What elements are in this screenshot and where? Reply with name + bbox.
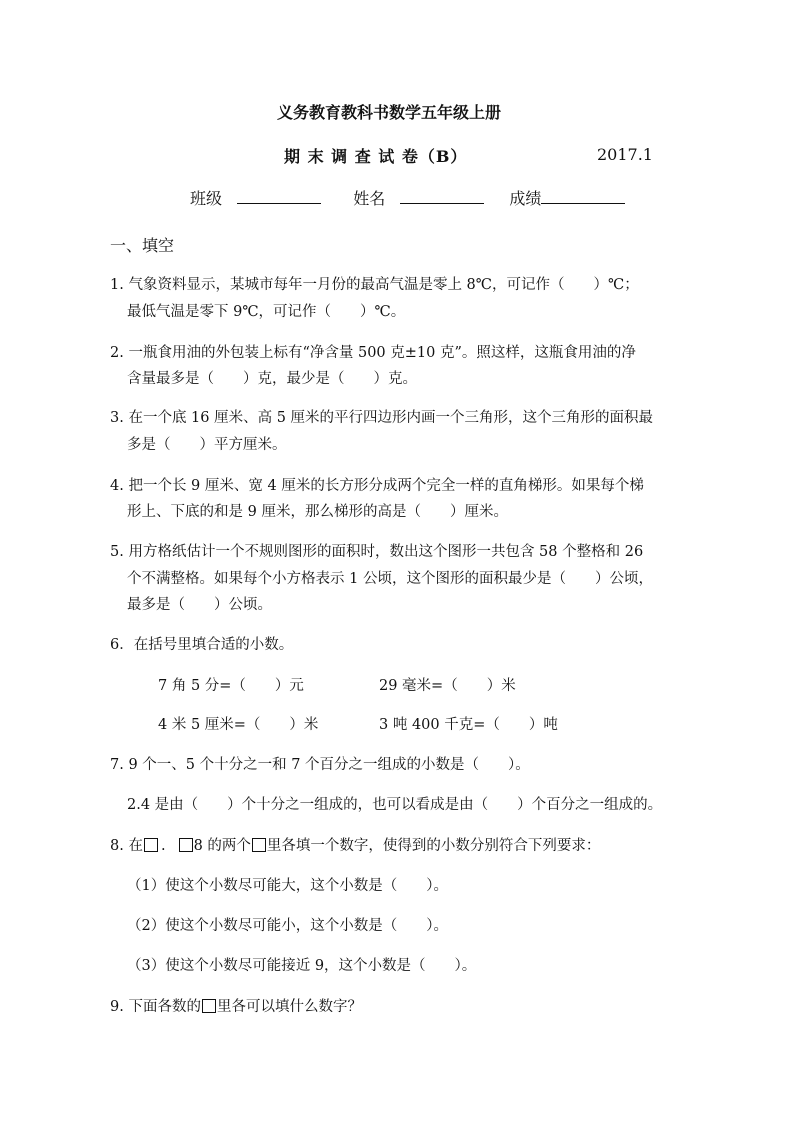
- question-2-line-2: 含量最多是（ ）克，最少是（ ）克。: [127, 371, 417, 387]
- digit-box-icon: [252, 838, 266, 852]
- question-8-prefix: 8. 在: [110, 838, 143, 854]
- question-9-line-1: [110, 995, 362, 1016]
- question-4-line-2: 形上、下底的和是 9 厘米，那么梯形的高是（ ）厘米。: [127, 504, 508, 520]
- question-8-dot: .: [160, 838, 166, 854]
- question-8-sub-1: （1）使这个小数尽可能大，这个小数是（ ）。: [127, 878, 448, 894]
- question-7-line-1: 7. 9 个一、5 个十分之一和 7 个百分之一组成的小数是（ ）。: [110, 757, 530, 773]
- digit-box-icon: [144, 838, 158, 852]
- section-heading: 一、填空: [110, 236, 175, 255]
- question-8-sub-2: （2）使这个小数尽可能小，这个小数是（ ）。: [127, 918, 448, 934]
- question-6-item-b: 29 毫米=（ ）米: [379, 678, 516, 694]
- question-5-line-1: 5. 用方格纸估计一个不规则图形的面积时，数出这个图形一共包含 58 个整格和 26: [110, 544, 644, 560]
- question-3-line-2: 多是（ ）平方厘米。: [127, 437, 287, 453]
- question-9-prefix: 9. 下面各数的: [110, 999, 201, 1015]
- question-1-line-1: 1. 气象资料显示，某城市每年一月份的最高气温是零上 8℃，可记作（ ）℃；: [110, 277, 639, 293]
- question-5-line-2: 个不满整格。如果每个小方格表示 1 公顷，这个图形的面积最少是（ ）公顷，: [127, 571, 653, 587]
- question-8-line-1: [110, 834, 600, 855]
- class-label: 班级: [190, 189, 223, 208]
- student-info-row: [190, 186, 625, 209]
- digit-box-icon: [202, 999, 216, 1013]
- question-8-sub-3: （3）使这个小数尽可能接近 9，这个小数是（ ）。: [127, 958, 477, 974]
- question-6-item-c: 4 米 5 厘米=（ ）米: [158, 717, 319, 733]
- exam-date: 2017.1: [597, 145, 653, 164]
- question-6-item-d: 3 吨 400 千克=（ ）吨: [379, 717, 558, 733]
- question-6-line-1: 6．在括号里填合适的小数。: [110, 637, 294, 653]
- question-9-post: 里各可以填什么数字？: [216, 999, 362, 1015]
- question-6-item-a: 7 角 5 分=（ ）元: [158, 678, 304, 694]
- name-label: 姓名: [353, 189, 386, 208]
- score-label: 成绩: [509, 189, 542, 208]
- name-blank[interactable]: [400, 189, 484, 204]
- question-8-mid: 8 的两个: [193, 838, 251, 854]
- question-3-line-1: 3. 在一个底 16 厘米、高 5 厘米的平行四边形内画一个三角形，这个三角形的面积最: [110, 410, 654, 426]
- question-7-line-2: 2.4 是由（ ）个十分之一组成的，也可以看成是由（ ）个百分之一组成的。: [127, 797, 663, 813]
- question-8-post: 里各填一个数字，使得到的小数分别符合下列要求：: [266, 838, 601, 854]
- class-blank[interactable]: [237, 189, 321, 204]
- exam-subtitle: 期 末 调 查 试 卷（B）: [284, 147, 468, 166]
- score-blank[interactable]: [541, 189, 625, 204]
- digit-box-icon: [179, 838, 193, 852]
- question-5-line-3: 最多是（ ）公顷。: [127, 597, 272, 613]
- question-4-line-1: 4. 把一个长 9 厘米、宽 4 厘米的长方形分成两个完全一样的直角梯形。如果每个梯: [110, 478, 644, 494]
- question-1-line-2: 最低气温是零下 9℃，可记作（ ）℃。: [127, 304, 406, 320]
- question-2-line-1: 2. 一瓶食用油的外包装上标有“净含量 500 克±10 克”。照这样，这瓶食用油的净: [110, 345, 636, 361]
- exam-title: 义务教育教科书数学五年级上册: [277, 103, 502, 122]
